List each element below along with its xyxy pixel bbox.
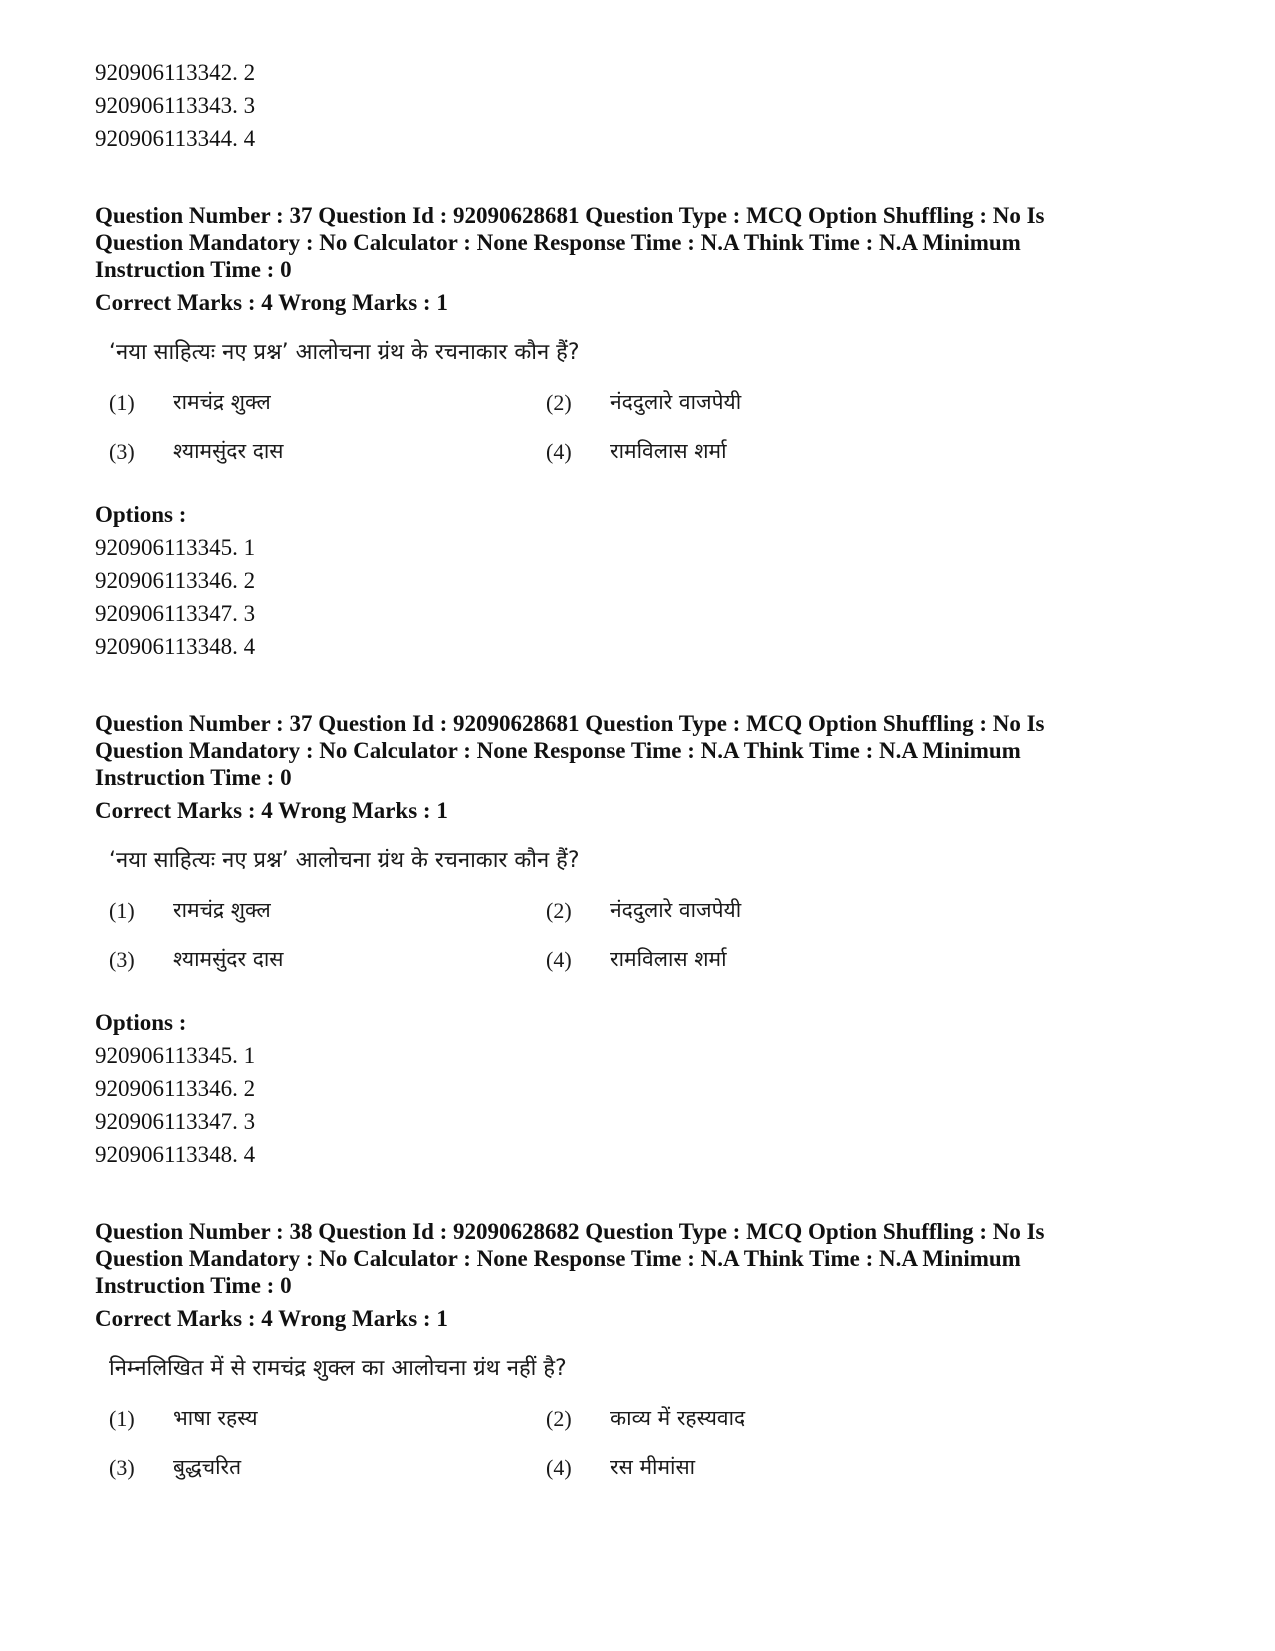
question-meta <box>95 710 1195 791</box>
option-id-line: 920906113345. 1 <box>95 535 256 560</box>
question-meta-line: Question Number : 37 Question Id : 92090628681 Question Type : MCQ Option Shuffling : No Is <box>95 711 1045 736</box>
question-meta-line: Instruction Time : 0 <box>95 765 292 790</box>
choice-text: श्यामसुंदर दास <box>173 947 284 971</box>
question-meta-line: Question Mandatory : No Calculator : None Response Time : N.A Think Time : N.A Minimum <box>95 230 1021 255</box>
answer-choice <box>546 943 809 976</box>
question-meta <box>95 1218 1195 1299</box>
question-block <box>95 202 1195 663</box>
answer-choice <box>546 386 809 419</box>
option-id-line: 920906113346. 2 <box>95 568 256 593</box>
choice-number: (2) <box>546 1406 572 1431</box>
question-marks: Correct Marks : 4 Wrong Marks : 1 <box>95 1306 448 1331</box>
choice-number: (4) <box>546 439 572 464</box>
choice-text: रामचंद्र शुक्ल <box>173 390 271 414</box>
question-meta-line: Question Number : 38 Question Id : 92090628682 Question Type : MCQ Option Shuffling : No Is <box>95 1219 1045 1244</box>
option-id-line: 920906113342. 2 <box>95 60 256 85</box>
choice-number: (4) <box>546 1455 572 1480</box>
choice-text: काव्य में रहस्यवाद <box>610 1406 746 1430</box>
answer-choice <box>109 1451 546 1484</box>
answer-choices <box>109 1402 809 1484</box>
option-id-line: 920906113345. 1 <box>95 1043 256 1068</box>
answer-choice <box>546 1402 809 1435</box>
choice-number: (2) <box>546 390 572 415</box>
choice-number: (3) <box>109 1455 135 1480</box>
question-meta-line: Instruction Time : 0 <box>95 1273 292 1298</box>
option-id-line: 920906113347. 3 <box>95 601 256 626</box>
options-label: Options : <box>95 502 187 527</box>
choice-number: (4) <box>546 947 572 972</box>
choice-text: भाषा रहस्य <box>173 1406 258 1430</box>
question-block <box>95 1218 1195 1484</box>
answer-choice <box>109 386 546 419</box>
choice-number: (1) <box>109 1406 135 1431</box>
choice-number: (3) <box>109 439 135 464</box>
choice-number: (2) <box>546 898 572 923</box>
choice-text: नंददुलारे वाजपेयी <box>610 898 742 922</box>
previous-question-options <box>95 56 1195 155</box>
question-meta <box>95 202 1195 283</box>
answer-choice <box>109 1402 546 1435</box>
choice-text: रामविलास शर्मा <box>610 439 727 463</box>
answer-choice <box>109 894 546 927</box>
question-text: ‘नया साहित्यः नए प्रश्न’ आलोचना ग्रंथ के रचनाकार कौन हैं? <box>109 848 580 873</box>
choice-text: श्यामसुंदर दास <box>173 439 284 463</box>
option-id-line: 920906113348. 4 <box>95 634 256 659</box>
choice-number: (3) <box>109 947 135 972</box>
answer-choice <box>546 1451 809 1484</box>
option-id-line: 920906113343. 3 <box>95 93 256 118</box>
question-text: ‘नया साहित्यः नए प्रश्न’ आलोचना ग्रंथ के रचनाकार कौन हैं? <box>109 340 580 365</box>
question-meta-line: Question Mandatory : No Calculator : None Response Time : N.A Think Time : N.A Minimum <box>95 1246 1021 1271</box>
answer-choices <box>109 894 809 976</box>
choice-text: रस मीमांसा <box>610 1455 696 1479</box>
answer-choices <box>109 386 809 468</box>
question-block <box>95 710 1195 1171</box>
question-text: निम्नलिखित में से रामचंद्र शुक्ल का आलोचना ग्रंथ नहीं है? <box>109 1356 567 1381</box>
question-meta-line: Question Mandatory : No Calculator : None Response Time : N.A Think Time : N.A Minimum <box>95 738 1021 763</box>
choice-number: (1) <box>109 390 135 415</box>
document-page <box>95 56 1195 1484</box>
question-meta-line: Question Number : 37 Question Id : 92090628681 Question Type : MCQ Option Shuffling : No Is <box>95 203 1045 228</box>
choice-text: बुद्धचरित <box>173 1455 242 1479</box>
question-marks: Correct Marks : 4 Wrong Marks : 1 <box>95 290 448 315</box>
option-id-line: 920906113347. 3 <box>95 1109 256 1134</box>
question-marks: Correct Marks : 4 Wrong Marks : 1 <box>95 798 448 823</box>
answer-choice <box>546 435 809 468</box>
answer-choice <box>109 943 546 976</box>
answer-choice <box>546 894 809 927</box>
choice-number: (1) <box>109 898 135 923</box>
option-id-line: 920906113344. 4 <box>95 126 256 151</box>
choice-text: रामचंद्र शुक्ल <box>173 898 271 922</box>
options-label: Options : <box>95 1010 187 1035</box>
option-id-line: 920906113348. 4 <box>95 1142 256 1167</box>
question-meta-line: Instruction Time : 0 <box>95 257 292 282</box>
answer-choice <box>109 435 546 468</box>
choice-text: रामविलास शर्मा <box>610 947 727 971</box>
option-id-line: 920906113346. 2 <box>95 1076 256 1101</box>
choice-text: नंददुलारे वाजपेयी <box>610 390 742 414</box>
